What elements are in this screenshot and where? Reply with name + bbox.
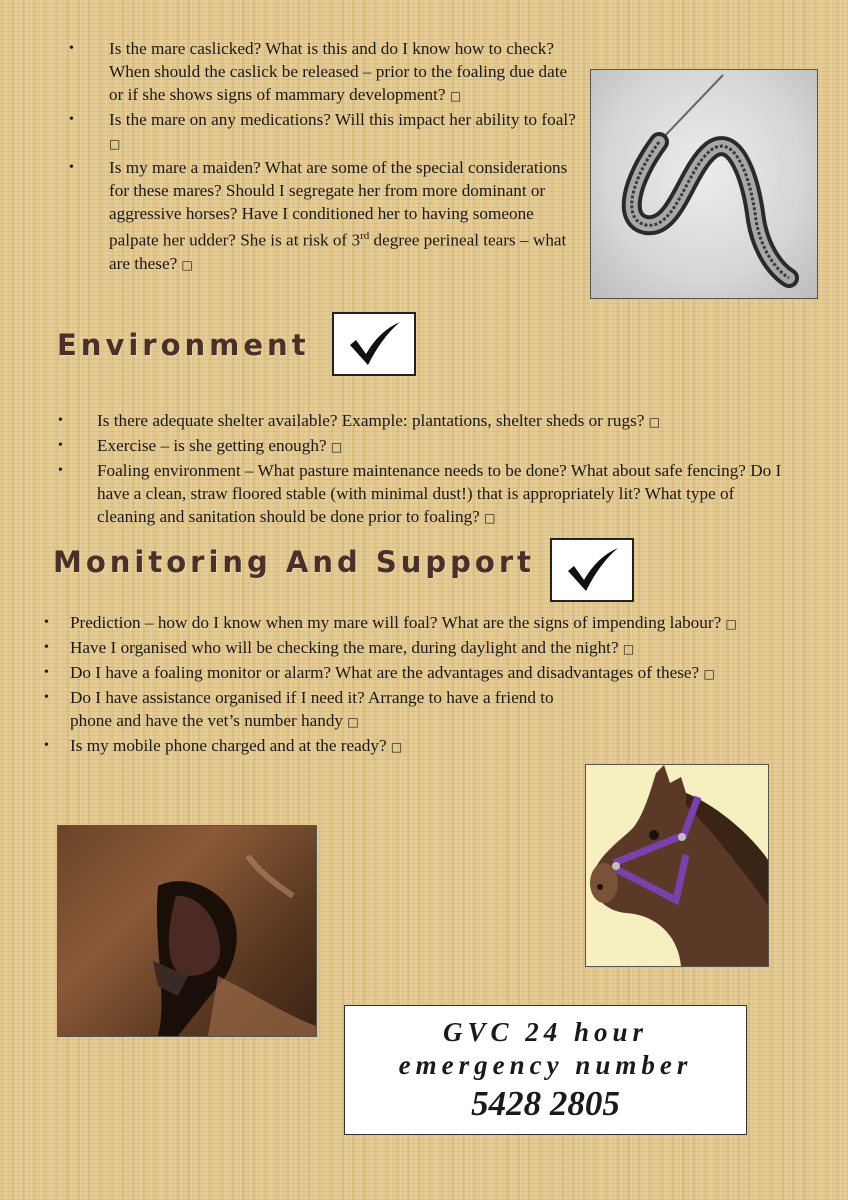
environment-heading: Environment [57,328,310,362]
checkbox-glyph: □ [347,715,359,729]
checkbox-glyph: □ [181,257,193,272]
emergency-phone: 5428 2805 [471,1084,620,1123]
list-item: • Is my mobile phone charged and at the ready? □ [40,734,770,759]
list-item: • Have I organised who will be checking the mare, during daylight and the night? □ [40,636,770,661]
checkbox-glyph: □ [484,511,496,525]
list-item: • Is the mare on any medications? Will this impact her ability to foal? □ [64,108,580,156]
foaling-closeup-image [57,825,317,1037]
monitoring-checkmark [550,538,634,602]
checkmark-icon [562,545,622,595]
list-item: • Is my mare a maiden? What are some of the special considerations for these mares? Should I segregate her from more dominant or aggressive horses? Have I conditioned her to having someone palpate her udder? She is at risk of 3rd degree perineal tears – what are these? □ [64,156,580,277]
emergency-line1: GVC 24 hour [442,1017,649,1047]
list-item: • Is there adequate shelter available? Example: plantations, shelter sheds or rugs? □ [55,409,785,434]
environment-checklist [55,409,785,530]
emergency-number-box [344,1005,747,1135]
checkbox-glyph: □ [703,667,715,681]
checkbox-glyph: □ [648,415,661,429]
environment-checkmark [332,312,416,376]
list-item: • Exercise – is she getting enough? □ [55,434,785,459]
checkbox-glyph: □ [622,642,635,656]
emergency-line2: emergency number [398,1050,693,1080]
checkbox-glyph: □ [390,740,403,754]
checkbox-glyph: □ [330,440,343,454]
parasite-worm-image [590,69,818,299]
checkbox-glyph: □ [449,89,462,103]
top-checklist [64,37,580,277]
list-item: • Foaling environment – What pasture maintenance needs to be done? What about safe fencing? Do I have a clean, straw floored stable (with minimal dust!) that is appropriately lit? What type of cleaning and sanitation should be done prior to foaling? □ [55,459,785,530]
checkbox-glyph: □ [725,617,737,631]
horse-with-halter-image [585,764,769,967]
monitoring-checklist [40,611,770,759]
monitoring-heading: Monitoring And Support [53,545,535,579]
list-item: • Do I have assistance organised if I need it? Arrange to have a friend to phone and have the vet’s number handy □ [40,686,770,734]
list-item: • Prediction – how do I know when my mare will foal? What are the signs of impending labour? □ [40,611,770,636]
list-item: • Is the mare caslicked? What is this and do I know how to check? When should the caslick be released – prior to the foaling due date or if she shows signs of mammary development? □ [64,37,580,108]
checkbox-glyph: □ [109,137,121,151]
list-item: • Do I have a foaling monitor or alarm? What are the advantages and disadvantages of these? □ [40,661,770,686]
checkmark-icon [344,319,404,369]
